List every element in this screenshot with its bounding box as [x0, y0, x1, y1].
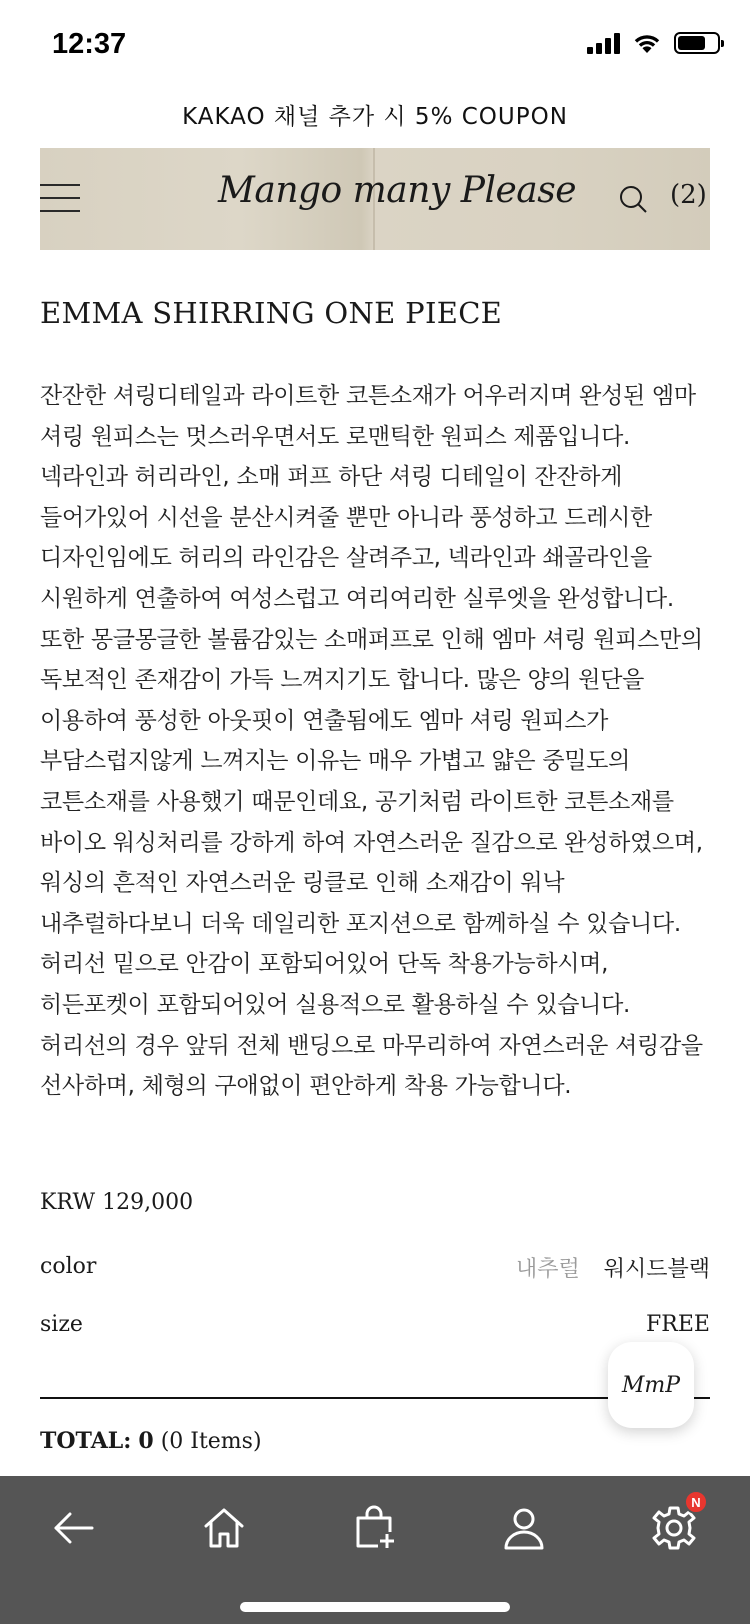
- chat-button[interactable]: MmP: [608, 1342, 694, 1428]
- size-option-free[interactable]: FREE: [646, 1312, 710, 1337]
- cart-count[interactable]: (2): [670, 180, 707, 210]
- hamburger-menu-icon[interactable]: [40, 184, 80, 214]
- status-bar: [0, 0, 750, 90]
- product-description: 잔잔한 셔링디테일과 라이트한 코튼소재가 어우러지며 완성된 엠마 셔링 원피스는 멋스러우면서도 로맨틱한 원피스 제품입니다. 넥라인과 허리라인, 소매 퍼프 하단 셔링 디테일이 잔잔하게 들어가있어 시선을 분산시켜줄 뿐만 아니라 풍성하고 드레시한 디자인임에도 허리의 라인감은 살려주고, 넥라인과 쇄골라인을 시원하게 연출하여 여성스럽고 여리여리한 실루엣을 완성합니다. 또한 몽글몽글한 볼륨감있는 소매퍼프로 인해 엠마 셔링 원피스만의 독보적인 존재감이 가득 느껴지기도 합니다. 많은 양의 원단을 이용하여 풍성한 아웃핏이 연출됨에도 엠마 셔링 원피스가 부담스럽지않게 느껴지는 이유는 매우 가볍고 얇은 중밀도의 코튼소재를 사용했기 때문인데요, 공기처럼 라이트한 코튼소재를 바이오 워싱처리를 강하게 하여 자연스러운 질감으로 완성하였으며, 워싱의 흔적인 자연스러운 링클로 인해 소재감이 워낙 내추럴하다보니 더욱 데일리한 포지션으로 함께하실 수 있습니다. 허리선 밑으로 안감이 포함되어있어 단독 착용가능하시며, 히든포켓이 포함되어있어 실용적으로 활용하실 수 있습니다. 허리선의 경우 앞뒤 전체 밴딩으로 마무리하여 자연스러운 셔링감을 선사하며, 체형의 구애없이 편안하게 착용 가능합니다.: [40, 383, 703, 1100]
- bottom-toolbar: [0, 1476, 750, 1624]
- wifi-icon: [632, 32, 662, 54]
- shopping-bag-add-icon: [350, 1504, 398, 1552]
- color-option-row: [40, 1248, 710, 1288]
- status-icons: [587, 32, 720, 54]
- user-icon: [500, 1504, 548, 1552]
- cellular-signal-icon: [587, 32, 620, 54]
- back-button[interactable]: [44, 1498, 104, 1558]
- color-option-natural[interactable]: 내추럴: [515, 1257, 580, 1282]
- home-button[interactable]: [194, 1498, 254, 1558]
- color-option-washed-black[interactable]: 워시드블랙: [603, 1257, 710, 1282]
- coupon-banner[interactable]: KAKAO 채널 추가 시 5% COUPON: [182, 104, 568, 130]
- search-icon[interactable]: [618, 184, 648, 214]
- product-title: EMMA SHIRRING ONE PIECE: [40, 296, 503, 330]
- product-price: KRW 129,000: [40, 1190, 194, 1215]
- battery-icon: [674, 32, 720, 54]
- add-to-bag-button[interactable]: [344, 1498, 404, 1558]
- total-label: TOTAL:: [40, 1428, 132, 1454]
- size-label: size: [40, 1312, 83, 1337]
- total-amount: 0: [138, 1428, 154, 1454]
- home-icon: [200, 1504, 248, 1552]
- account-button[interactable]: [494, 1498, 554, 1558]
- size-option-row: [40, 1306, 710, 1346]
- battery-level: [678, 36, 705, 50]
- notification-badge: N: [684, 1490, 708, 1514]
- back-arrow-icon: [50, 1504, 98, 1552]
- total-summary: [40, 1428, 262, 1454]
- color-label: color: [40, 1254, 97, 1279]
- total-items: (0 Items): [160, 1429, 262, 1454]
- site-header: [40, 148, 710, 250]
- status-time: 12:37: [52, 28, 127, 60]
- home-indicator[interactable]: [240, 1602, 510, 1612]
- color-options: [516, 1252, 710, 1283]
- site-logo[interactable]: Mango many Please: [218, 170, 577, 211]
- settings-button[interactable]: [644, 1494, 704, 1558]
